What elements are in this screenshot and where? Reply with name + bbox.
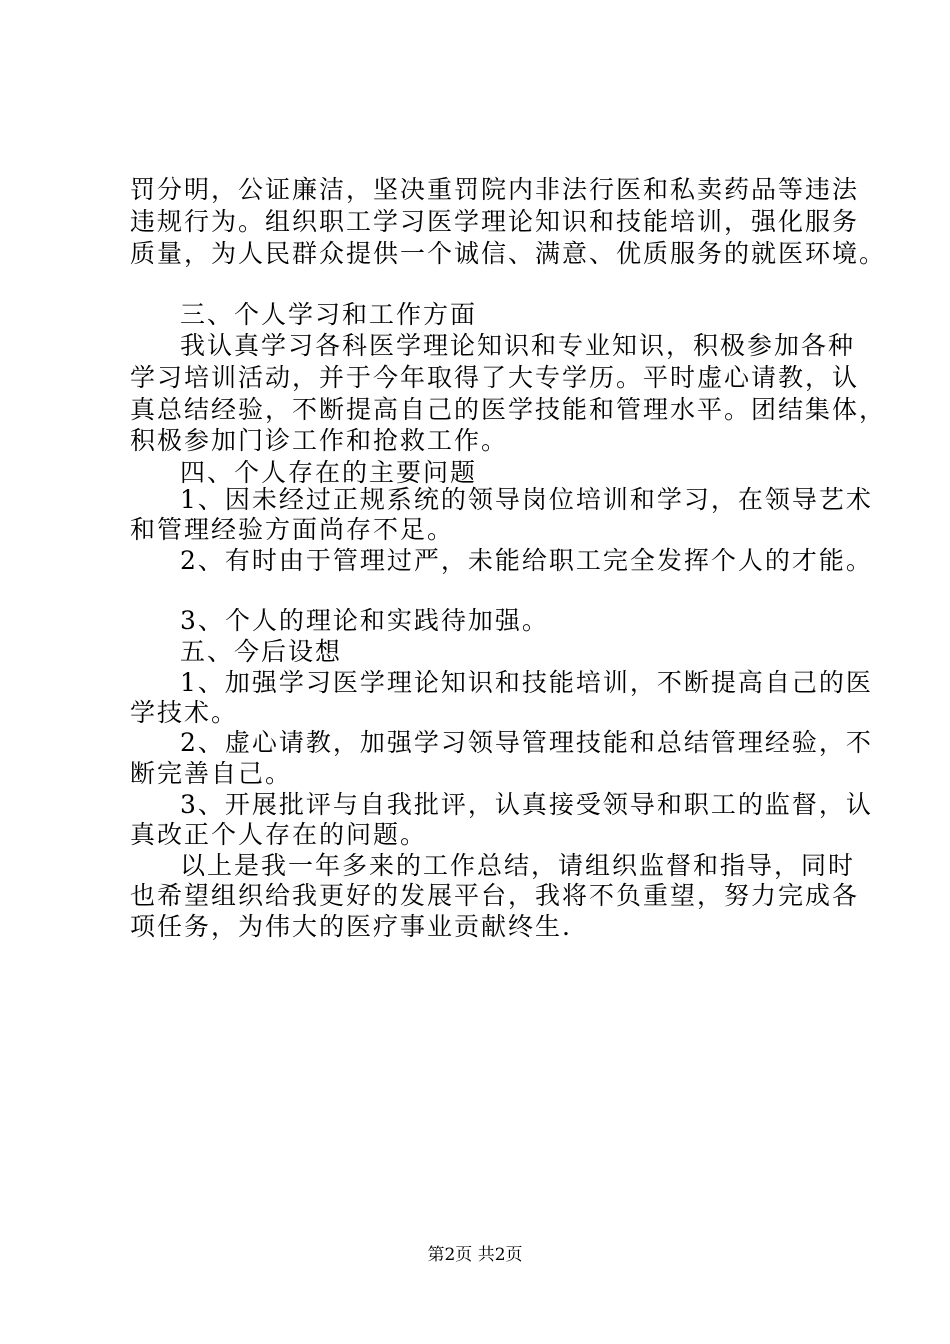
text-line: 违规行为。组织职工学习医学理论知识和技能培训，强化服务 <box>130 207 860 236</box>
text-line: 1、加强学习医学理论知识和技能培训，不断提高自己的医 <box>180 668 873 697</box>
section-heading-5: 五、今后设想 <box>180 637 343 666</box>
section-heading-4: 四、个人存在的主要问题 <box>180 458 478 487</box>
text-line: 质量，为人民群众提供一个诚信、满意、优质服务的就医环境。 <box>130 239 887 268</box>
text-line: 项任务，为伟大的医疗事业贡献终生. <box>130 912 572 941</box>
text-line: 学技术。 <box>130 698 239 727</box>
text-line: 1、因未经过正规系统的领导岗位培训和学习，在领导艺术 <box>180 485 873 514</box>
text-line: 积极参加门诊工作和抢救工作。 <box>130 426 509 455</box>
page-number: 第2页 共2页 <box>427 1245 523 1265</box>
text-line: 3、开展批评与自我批评，认真接受领导和职工的监督，认 <box>180 790 873 819</box>
text-line: 真改正个人存在的问题。 <box>130 820 428 849</box>
text-line: 3、个人的理论和实践待加强。 <box>180 606 549 635</box>
text-line: 2、有时由于管理过严，未能给职工完全发挥个人的才能。 <box>180 546 873 575</box>
text-line: 断完善自己。 <box>130 759 293 788</box>
text-line: 和管理经验方面尚存不足。 <box>130 515 455 544</box>
text-line: 学习培训活动，并于今年取得了大专学历。平时虚心请教，认 <box>130 363 860 392</box>
section-heading-3: 三、个人学习和工作方面 <box>180 300 478 329</box>
text-line: 2、虚心请教，加强学习领导管理技能和总结管理经验，不 <box>180 728 873 757</box>
text-line: 也希望组织给我更好的发展平台，我将不负重望，努力完成各 <box>130 881 860 910</box>
text-line: 我认真学习各科医学理论知识和专业知识，积极参加各种 <box>180 331 856 360</box>
text-line: 真总结经验，不断提高自己的医学技能和管理水平。团结集体， <box>130 395 887 424</box>
text-line: 以上是我一年多来的工作总结，请组织监督和指导，同时 <box>180 851 856 880</box>
text-line: 罚分明，公证廉洁，坚决重罚院内非法行医和私卖药品等违法 <box>130 175 860 204</box>
